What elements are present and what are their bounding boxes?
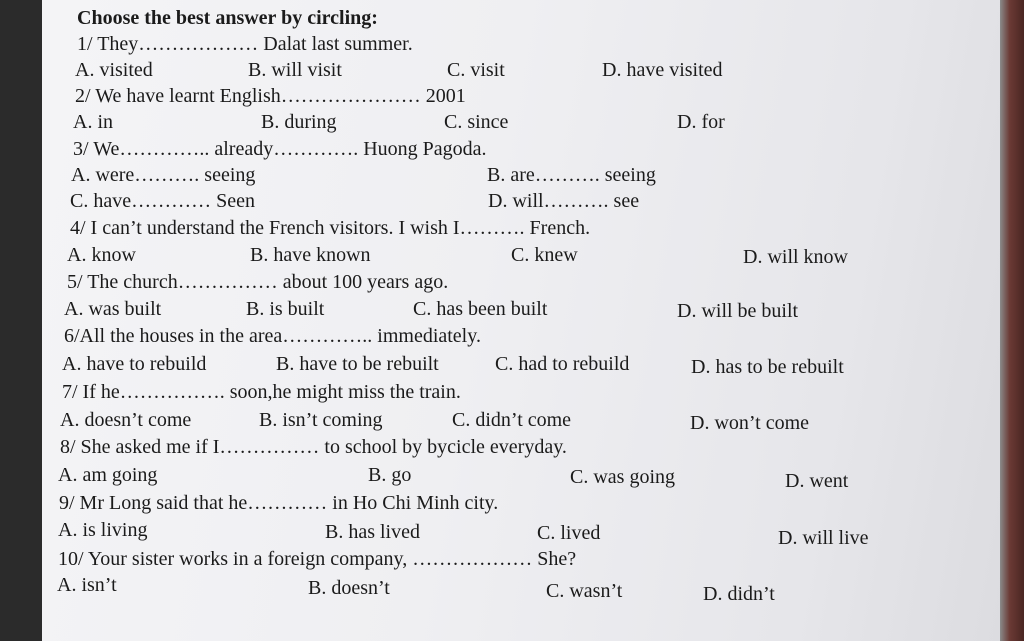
question-6-stem: 6/All the houses in the area………….. immediately. — [64, 325, 481, 347]
question-4-option-b[interactable]: B. have known — [250, 244, 371, 266]
question-2-option-d[interactable]: D. for — [677, 111, 725, 133]
question-7-option-d[interactable]: D. won’t come — [690, 412, 810, 434]
page-edge — [1000, 0, 1024, 641]
question-3-option-d[interactable]: D. will………. see — [488, 190, 640, 212]
question-6-option-a[interactable]: A. have to rebuild — [62, 353, 207, 375]
question-9-option-d[interactable]: D. will live — [778, 527, 869, 549]
question-9-option-b[interactable]: B. has lived — [325, 521, 420, 543]
question-10-stem: 10/ Your sister works in a foreign company, ……………… She? — [58, 548, 577, 570]
question-10-option-c[interactable]: C. wasn’t — [546, 580, 623, 602]
question-10-option-b[interactable]: B. doesn’t — [308, 577, 390, 599]
question-8-option-a[interactable]: A. am going — [58, 464, 158, 486]
question-8-stem: 8/ She asked me if I…………… to school by bycicle everyday. — [60, 436, 567, 458]
question-5-option-d[interactable]: D. will be built — [677, 300, 799, 322]
question-7-stem: 7/ If he……………. soon,he might miss the train. — [62, 381, 461, 403]
question-2-option-b[interactable]: B. during — [261, 111, 337, 133]
question-10-option-a[interactable]: A. isn’t — [57, 574, 117, 596]
question-4-stem: 4/ I can’t understand the French visitors. I wish I………. French. — [70, 217, 591, 239]
question-8-option-c[interactable]: C. was going — [570, 466, 675, 488]
question-1-option-d[interactable]: D. have visited — [602, 59, 723, 81]
question-10-option-d[interactable]: D. didn’t — [703, 583, 775, 605]
worksheet-title: Choose the best answer by circling: — [77, 7, 378, 29]
question-2-option-a[interactable]: A. in — [73, 111, 113, 133]
question-3-option-c[interactable]: C. have………… Seen — [70, 190, 255, 212]
question-5-option-c[interactable]: C. has been built — [413, 298, 548, 320]
question-5-option-b[interactable]: B. is built — [246, 298, 325, 320]
question-2-option-c[interactable]: C. since — [444, 111, 509, 133]
question-4-option-c[interactable]: C. knew — [511, 244, 578, 266]
question-7-option-b[interactable]: B. isn’t coming — [259, 409, 383, 431]
question-9-option-a[interactable]: A. is living — [58, 519, 148, 541]
question-8-option-d[interactable]: D. went — [785, 470, 849, 492]
question-8-option-b[interactable]: B. go — [368, 464, 412, 486]
question-9-stem: 9/ Mr Long said that he………… in Ho Chi Minh city. — [59, 492, 499, 514]
question-5-option-a[interactable]: A. was built — [64, 298, 162, 320]
question-5-stem: 5/ The church…………… about 100 years ago. — [67, 271, 449, 293]
question-1-option-a[interactable]: A. visited — [75, 59, 153, 81]
question-9-option-c[interactable]: C. lived — [537, 522, 601, 544]
question-3-option-a[interactable]: A. were………. seeing — [71, 164, 256, 186]
question-1-option-b[interactable]: B. will visit — [248, 59, 342, 81]
question-6-option-d[interactable]: D. has to be rebuilt — [691, 356, 844, 378]
question-7-option-c[interactable]: C. didn’t come — [452, 409, 572, 431]
question-6-option-b[interactable]: B. have to be rebuilt — [276, 353, 439, 375]
question-1-stem: 1/ They……………… Dalat last summer. — [77, 33, 413, 55]
question-4-option-d[interactable]: D. will know — [743, 246, 848, 268]
question-4-option-a[interactable]: A. know — [67, 244, 136, 266]
question-6-option-c[interactable]: C. had to rebuild — [495, 353, 630, 375]
question-7-option-a[interactable]: A. doesn’t come — [60, 409, 192, 431]
question-2-stem: 2/ We have learnt English………………… 2001 — [75, 85, 466, 107]
question-3-option-b[interactable]: B. are………. seeing — [487, 164, 656, 186]
question-3-stem: 3/ We………….. already…………. Huong Pagoda. — [73, 138, 487, 160]
question-1-option-c[interactable]: C. visit — [447, 59, 505, 81]
